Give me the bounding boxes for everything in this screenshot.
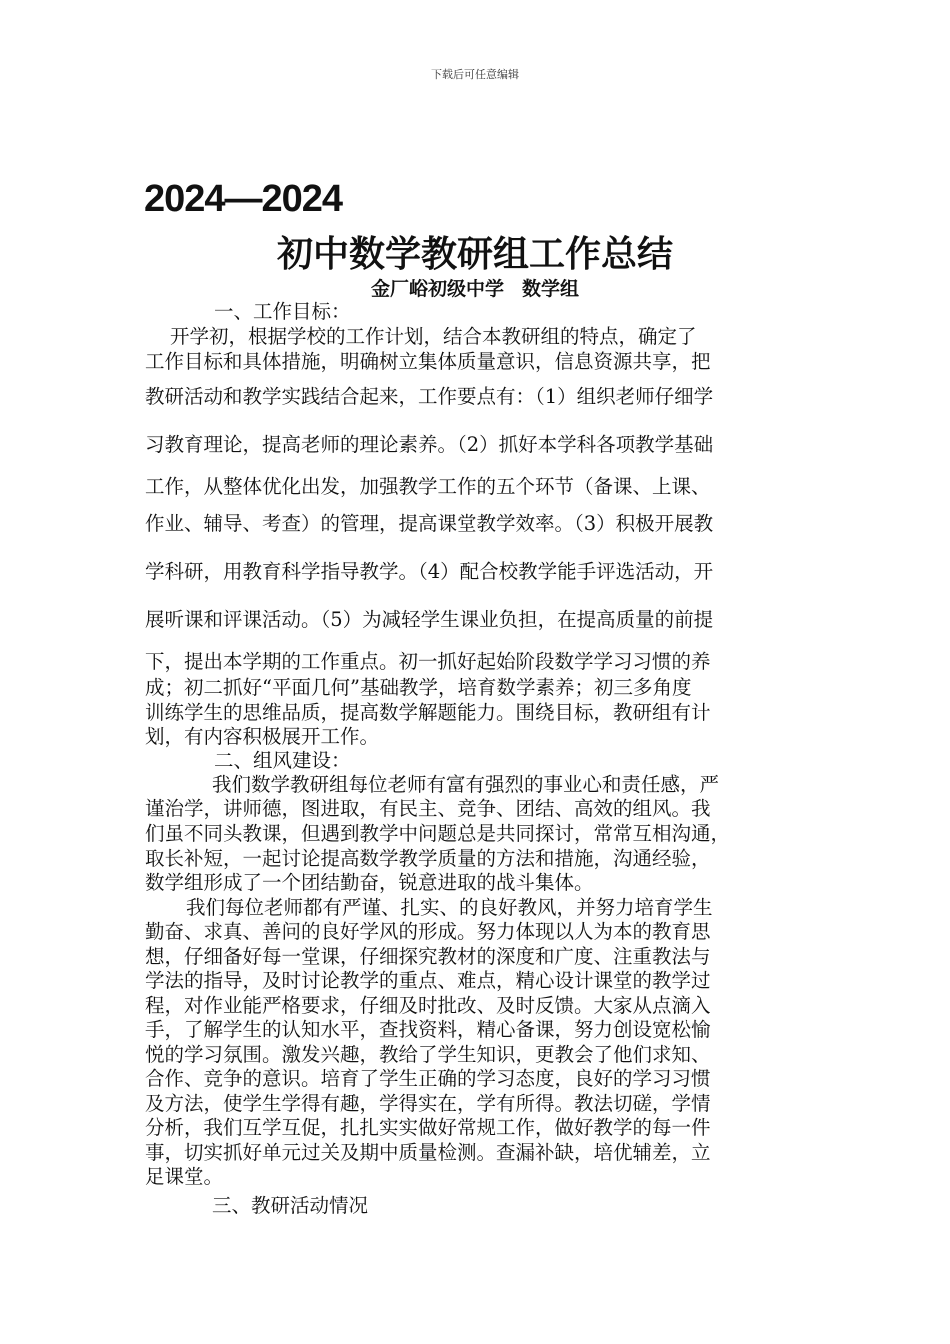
text-line: 学科研，用教育科学指导教学。（4）配合校教学能手评选活动，开 bbox=[145, 560, 714, 583]
text-line: 合作、竞争的意识。培育了学生正确的学习态度，良好的学习习惯 bbox=[145, 1067, 711, 1090]
text-line: 程，对作业能严格要求，仔细及时批改、及时反馈。大家从点滴入 bbox=[145, 994, 711, 1017]
section-heading: 二、组风建设： bbox=[214, 749, 351, 772]
text-line: 事，切实抓好单元过关及期中质量检测。查漏补缺，培优辅差，立 bbox=[145, 1141, 711, 1164]
section-heading: 三、教研活动情况 bbox=[212, 1194, 369, 1217]
document-subtitle bbox=[0, 274, 950, 301]
year-line: 2024—2024 bbox=[144, 178, 343, 220]
text-line: 习教育理论，提高老师的理论素养。（2）抓好本学科各项教学基础 bbox=[145, 433, 714, 456]
school-name: 金厂峪初级中学 bbox=[370, 278, 504, 300]
text-line: 开学初，根据学校的工作计划，结合本教研组的特点，确定了 bbox=[170, 325, 697, 348]
text-line: 划，有内容积极展开工作。 bbox=[145, 725, 380, 748]
text-line: 训练学生的思维品质，提高数学解题能力。围绕目标，教研组有计 bbox=[145, 701, 711, 724]
text-line: 勤奋、求真、善问的良好学风的形成。努力体现以人为本的教育思 bbox=[145, 920, 711, 943]
text-line: 悦的学习氛围。激发兴趣，教给了学生知识，更教会了他们求知、 bbox=[145, 1043, 711, 1066]
text-line: 及方法，使学生学得有趣，学得实在，学有所得。教法切磋，学情 bbox=[145, 1092, 711, 1115]
text-line: 我们每位老师都有严谨、扎实、的良好教风，并努力培育学生 bbox=[186, 896, 713, 919]
text-line: 谨治学，讲师德，图进取，有民主、竞争、团结、高效的组风。我 bbox=[145, 797, 711, 820]
text-line: 手，了解学生的认知水平，查找资料，精心备课，努力创设宽松愉 bbox=[145, 1018, 711, 1041]
text-line: 我们数学教研组每位老师有富有强烈的事业心和责任感，严 bbox=[212, 773, 720, 796]
text-line: 下，提出本学期的工作重点。初一抓好起始阶段数学学习习惯的养 bbox=[145, 650, 711, 673]
text-line: 分析，我们互学互促，扎扎实实做好常规工作，做好教学的每一件 bbox=[145, 1116, 711, 1139]
text-line: 展听课和评课活动。（5）为减轻学生课业负担，在提高质量的前提 bbox=[145, 608, 714, 631]
text-line: 学法的指导，及时讨论教学的重点、难点，精心设计课堂的教学过 bbox=[145, 969, 711, 992]
text-line: 想，仔细备好每一堂课，仔细探究教材的深度和广度、注重教法与 bbox=[145, 945, 711, 968]
text-line: 工作目标和具体措施，明确树立集体质量意识，信息资源共享，把 bbox=[145, 350, 711, 373]
document-title: 初中数学教研组工作总结 bbox=[276, 234, 673, 275]
header-note: 下载后可任意编辑 bbox=[431, 68, 519, 81]
section-heading: 一、工作目标： bbox=[214, 300, 351, 323]
text-line: 们虽不同头教课，但遇到教学中问题总是共同探讨，常常互相沟通， bbox=[145, 822, 731, 845]
group-name: 数学组 bbox=[522, 278, 580, 300]
text-line: 工作，从整体优化出发，加强教学工作的五个环节（备课、上课、 bbox=[145, 475, 711, 498]
text-line: 数学组形成了一个团结勤奋，锐意进取的战斗集体。 bbox=[145, 871, 594, 894]
text-line: 取长补短，一起讨论提高数学教学质量的方法和措施，沟通经验， bbox=[145, 847, 711, 870]
text-line: 足课堂。 bbox=[145, 1165, 224, 1188]
text-line: 教研活动和教学实践结合起来，工作要点有：（1）组织老师仔细学 bbox=[145, 385, 714, 408]
text-line: 成；初二抓好“平面几何”基础教学，培育数学素养；初三多角度 bbox=[145, 676, 692, 699]
text-line: 作业、辅导、考查）的管理，提高课堂教学效率。（3）积极开展教 bbox=[145, 512, 714, 535]
